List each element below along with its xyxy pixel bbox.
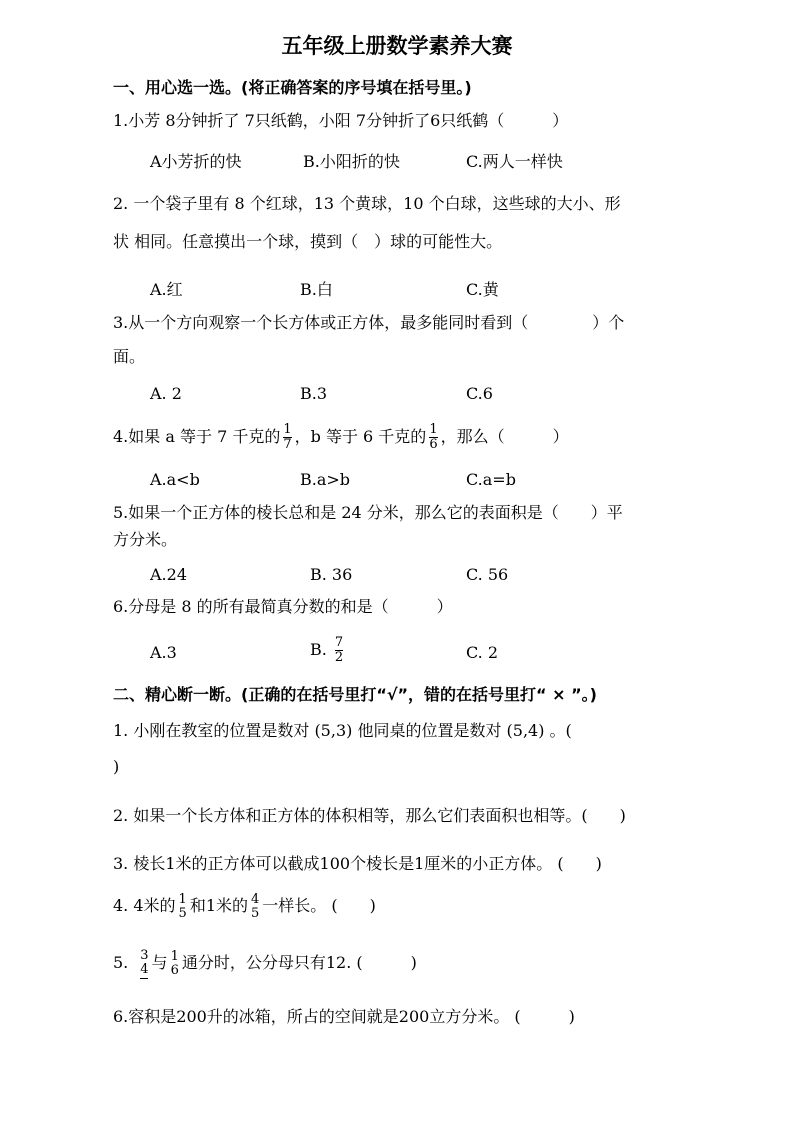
q6-option-a: A.3 [150, 643, 177, 662]
j4-fraction-2: 4 5 [251, 891, 260, 921]
q1-option-a: A小芳折的快 [150, 152, 242, 171]
q6-option-c: C. 2 [466, 643, 499, 662]
question-5-line1: 5.如果一个正方体的棱长总和是 24 分米，那么它的表面积是（ ）平 [113, 503, 623, 522]
judge-1-line1: 1. 小刚在教室的位置是数对 (5,3) 他同桌的位置是数对 (5,4) 。( [113, 721, 572, 740]
q4-fraction-1: $\frac{1}{7}$ [283, 422, 292, 452]
j5-fraction-1: 3 4 [140, 947, 149, 977]
question-6: 6.分母是 8 的所有最简真分数的和是（ ） [113, 597, 453, 616]
judge-4: 4. 4米的 1 5 和1米的 4 5 一样长。 ( ) [113, 891, 376, 921]
judge-5: 5. 3 4 与 1 6 通分时，公分母只有12. ( ) [113, 947, 417, 978]
judge-1-line2: ) [113, 757, 120, 776]
q4-text-mid: ，b 等于 6 千克的 [294, 427, 427, 446]
q3-option-b: B.3 [300, 384, 328, 403]
page-title: 五年级上册数学素养大赛 [281, 34, 513, 58]
question-3-line1: 3.从一个方向观察一个长方体或正方体，最多能同时看到（ ）个 [113, 313, 625, 332]
q4-option-b: B.a>b [300, 470, 351, 489]
judge-2: 2. 如果一个长方体和正方体的体积相等，那么它们表面积也相等。( ) [113, 806, 626, 825]
section2-heading: 二、精心断一断。(正确的在括号里打“√”，错的在括号里打“ × ”。) [113, 685, 597, 704]
section1-heading: 一、用心选一选。(将正确答案的序号填在括号里。) [113, 78, 472, 97]
q5-option-a: A.24 [150, 565, 187, 584]
judge-6: 6.容积是200升的冰箱，所占的空间就是200立方分米。 ( ) [113, 1007, 575, 1026]
q4-option-a: A.a<b [150, 470, 200, 489]
q6-option-b: B. $\frac{7}{2}$ [310, 635, 344, 665]
q4-text-post: ，那么（ ） [440, 427, 569, 446]
q4-text-pre: 4.如果 a 等于 7 千克的 [113, 427, 281, 446]
q1-option-b: B.小阳折的快 [303, 152, 400, 171]
j5-fraction-2: 1 6 [170, 948, 179, 978]
q6-option-b-fraction: $\frac{7}{2}$ [334, 635, 344, 665]
question-3-line2: 面。 [113, 347, 146, 366]
question-1: 1.小芳 8分钟折了 7只纸鹤，小阳 7分钟折了6只纸鹤（ ） [113, 111, 569, 130]
q4-fraction-2: $\frac{1}{6}$ [429, 422, 438, 452]
q5-option-c: C. 56 [466, 565, 509, 584]
j4-fraction-1: 1 5 [178, 891, 187, 921]
question-4 [113, 420, 569, 454]
q4-option-c: C.a=b [466, 470, 516, 489]
question-2-line2: 状 相同。任意摸出一个球，摸到（ ）球的可能性大。 [113, 232, 503, 251]
q1-option-c: C.两人一样快 [466, 152, 563, 171]
q2-option-c: C.黄 [466, 280, 499, 299]
q5-option-b: B. 36 [310, 565, 353, 584]
q3-option-a: A. 2 [150, 384, 182, 403]
q3-option-c: C.6 [466, 384, 493, 403]
q2-option-a: A.红 [150, 280, 183, 299]
question-5-line2: 方分米。 [113, 530, 178, 549]
question-2-line1: 2. 一个袋子里有 8 个红球，13 个黄球，10 个白球，这些球的大小、形 [113, 194, 621, 213]
judge-3: 3. 棱长1米的正方体可以截成100个棱长是1厘米的小正方体。 ( ) [113, 854, 602, 873]
q2-option-b: B.白 [300, 280, 333, 299]
